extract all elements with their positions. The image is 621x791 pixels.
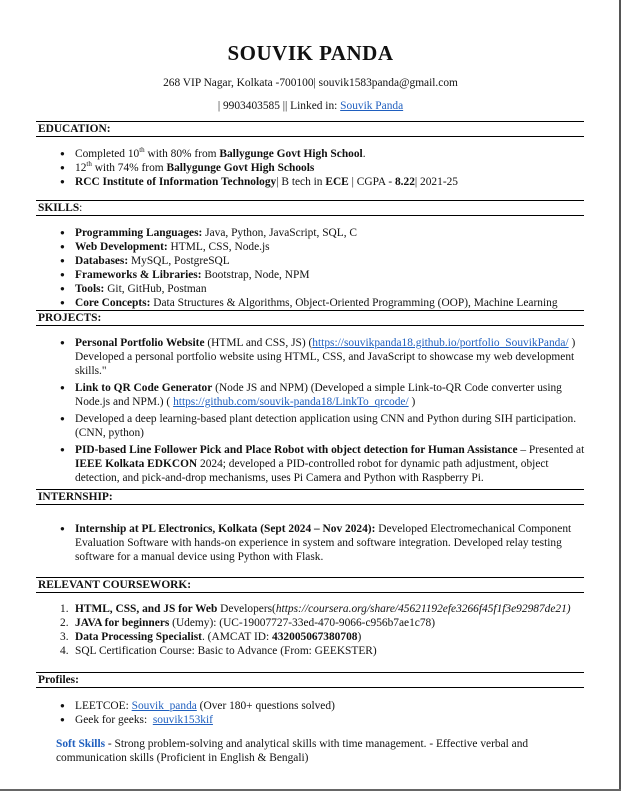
profiles-heading: Profiles: bbox=[36, 672, 584, 688]
skills-list bbox=[60, 226, 590, 310]
projects-list bbox=[60, 336, 590, 485]
list-item: ● Personal Portfolio Website (HTML and CSS, JS) (https://souvikpanda18.github.io/portfolio_SouvikPanda/ ) Developed a personal portfolio website using HTML, CSS, and JavaScript to showcase my web development skills." bbox=[60, 336, 590, 378]
soft-skills-paragraph: Soft Skills - Strong problem-solving and analytical skills with time management. - Effective verbal and communication skills (Proficient in English & Bengali) bbox=[56, 738, 529, 764]
list-item: ● Frameworks & Libraries: Bootstrap, Node, NPM bbox=[60, 268, 590, 282]
education-list bbox=[60, 147, 590, 189]
soft-skills-label: Soft Skills bbox=[56, 738, 106, 750]
list-item: ● Developed a deep learning-based plant detection application using CNN and Python during SIH participation. (CNN, python) bbox=[60, 412, 590, 440]
leetcode-profile-link[interactable]: Souvik_panda bbox=[131, 700, 197, 712]
gfg-profile-link[interactable]: souvik153kif bbox=[152, 714, 213, 726]
list-item: 4. SQL Certification Course: Basic to Advance (From: GEEKSTER) bbox=[60, 645, 377, 657]
internship-heading: INTERNSHIP: bbox=[36, 489, 584, 505]
list-item: ● Tools: Git, GitHub, Postman bbox=[60, 282, 590, 296]
coursework-list bbox=[60, 602, 590, 658]
list-item: 3. Data Processing Specialist. (AMCAT ID: 432005067380708) bbox=[60, 631, 362, 643]
list-item: ● Core Concepts: Data Structures & Algorithms, Object-Oriented Programming (OOP), Machine Learning bbox=[60, 296, 590, 310]
phone-text: | 9903403585 || Linked in: bbox=[217, 100, 341, 112]
profiles-list bbox=[60, 699, 590, 727]
list-item: 2. JAVA for beginners (Udemy): (UC-19007727-33ed-470-9066-c956b7ae1c78) bbox=[60, 617, 436, 629]
portfolio-link[interactable]: https://souvikpanda18.github.io/portfolio_SouvikPanda/ bbox=[312, 337, 569, 349]
list-item: ● 12th with 74% from Ballygunge Govt High Schools bbox=[60, 161, 590, 175]
candidate-name: SOUVIK PANDA bbox=[227, 41, 394, 65]
internship-list bbox=[60, 522, 590, 564]
list-item: ● Completed 10th with 80% from Ballygunge Govt High School. bbox=[60, 147, 590, 161]
linkedin-link[interactable]: Souvik Panda bbox=[340, 100, 404, 112]
contact-line-phone-linkedin bbox=[0, 99, 621, 113]
list-item: ● Web Development: HTML, CSS, Node.js bbox=[60, 240, 590, 254]
list-item: ● LEETCOE: Souvik_panda (Over 180+ questions solved) bbox=[60, 699, 590, 713]
education-heading: EDUCATION: bbox=[36, 121, 584, 137]
qr-repo-link[interactable]: https://github.com/souvik-panda18/LinkTo_qrcode/ bbox=[173, 396, 409, 408]
list-item: ● PID-based Line Follower Pick and Place Robot with object detection for Human Assistance – Presented at IEEE Kolkata EDKCON 2024; developed a PID-controlled robot for dynamic path adjustment, object detection, and pick-and-drop mechanisms, uses Pi Camera and Python with Raspberry Pi. bbox=[60, 443, 590, 485]
list-item: ● Databases: MySQL, PostgreSQL bbox=[60, 254, 590, 268]
list-item: ● Programming Languages: Java, Python, JavaScript, SQL, C bbox=[60, 226, 590, 240]
projects-heading: PROJECTS: bbox=[36, 310, 584, 326]
list-item: ● Geek for geeks: souvik153kif bbox=[60, 713, 590, 727]
list-item: 1. HTML, CSS, and JS for Web Developers(https://coursera.org/share/45621192efe3266f45f1f3e92987de21) bbox=[60, 603, 571, 615]
list-item: ● Internship at PL Electronics, Kolkata (Sept 2024 – Nov 2024): Developed Electromechanical Component Evaluation Software with hands-on experience in system and software integration. Developed relay testing software for a manual device using Python with Flask. bbox=[60, 522, 590, 564]
skills-heading: SKILLS: bbox=[36, 200, 584, 216]
list-item: ● Link to QR Code Generator (Node JS and NPM) (Developed a simple Link-to-QR Code converter using Node.js and NPM.) ( https://github.com/souvik-panda18/LinkTo_qrcode/ ) bbox=[60, 381, 590, 409]
contact-line-address-email: 268 VIP Nagar, Kolkata -700100| souvik1583panda@gmail.com bbox=[163, 77, 458, 89]
coursework-heading: RELEVANT COURSEWORK: bbox=[36, 577, 584, 593]
list-item: ● RCC Institute of Information Technology| B tech in ECE | CGPA - 8.22| 2021-25 bbox=[60, 175, 590, 189]
